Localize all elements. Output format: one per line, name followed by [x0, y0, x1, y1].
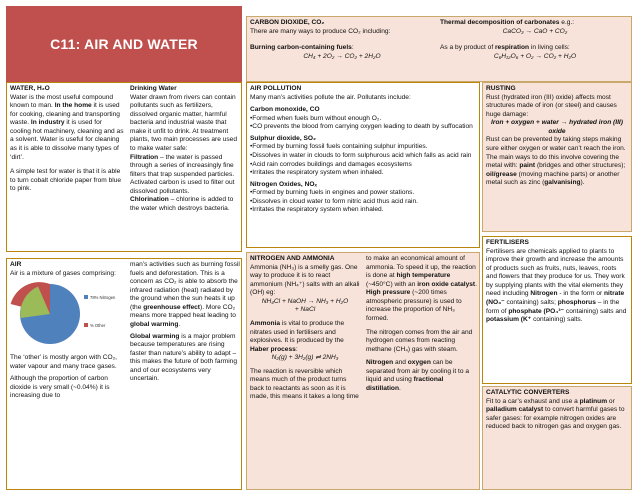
conditions-text-1: to make an economical amount of ammonia. To speed it up, the reaction is done at [366, 255, 476, 280]
fertilisers-text-3: containing) salts; [504, 298, 558, 306]
nitrate-label: nitrate (NO₃⁻ [486, 290, 625, 306]
high-temperature-label: high temperature [396, 272, 451, 280]
separation-text-2: can be separated from air by cooling it to a liquid and using [366, 359, 469, 384]
co-bullet-1: •Formed when fuels burn without enough O₂. [250, 114, 382, 122]
co-heading: Carbon monoxide, CO [250, 106, 320, 114]
rusting-paragraph-1: Rust (hydrated iron (III) oxide) affects most structures made of iron (or steel) and causes huge damage: [486, 93, 617, 118]
co2-intro: There are many ways to produce CO₂ including: [250, 27, 391, 35]
water-paragraph [10, 94, 124, 163]
haber-process-label: Haber process [250, 345, 296, 353]
rusting-equation: Iron + oxygen + water → hydrated iron (III) oxide [491, 119, 623, 135]
water-text-1: Water is the most useful compound known to man. [10, 93, 114, 110]
platinum-label: platinum [579, 397, 608, 405]
air-pie-chart [10, 278, 124, 350]
oil-grease-label: oil/grease [486, 170, 517, 178]
separation-paragraph [366, 359, 478, 393]
rusting-heading: RUSTING [486, 85, 516, 92]
greenhouse-effect-label: greenhouse effect [143, 303, 200, 311]
water-text-3: it is used for cooling hot machinery, cleaning and as a solvent. Water is useful for cleaning as it is able to dissolve many types of ‘dirt’. [10, 119, 124, 161]
ammonia-equation-1b: + NaCl [294, 306, 316, 314]
reversible-paragraph: The reaction is reversible which means much of the product turns back to reactants as soon as it is made, this means it takes a long time [250, 367, 359, 401]
sources-paragraph: The nitrogen comes from the air and hydrogen comes from reacting methane (CH₄) gas with steam. [366, 328, 473, 353]
separation-text-1: and [393, 359, 408, 367]
catalytic-heading: CATALYTIC CONVERTERS [486, 389, 570, 396]
global-warming-paragraph [130, 333, 240, 384]
greenhouse-paragraph [130, 261, 240, 330]
paint-label: paint [519, 162, 536, 170]
nox-bullet-2: •Dissolves in cloud water to form nitric acid thus acid rain. [250, 197, 418, 205]
fertilisers-text-6: containing) salts. [531, 316, 583, 324]
global-warming-label: global warming [130, 320, 179, 328]
rusting-text-4: ). [580, 179, 585, 187]
nitrogen-heading: NITROGEN AND AMMONIA [250, 255, 335, 262]
fertilisers-text-2: - in the form or [557, 290, 605, 298]
phosphate-label: phosphate (PO₄³⁻ [508, 307, 565, 315]
burning-equation: CH₄ + 2O₂ → CO₂ + 2H₂O [303, 52, 381, 60]
water-heading: WATER, H₂O [10, 85, 50, 92]
co2-heading: CARBON DIOXIDE, CO₂ [250, 19, 325, 26]
greenhouse-text-3: . [178, 320, 181, 328]
air-pollution-content [247, 83, 479, 217]
iron-catalyst-label: iron oxide catalyst [417, 280, 476, 288]
water-text-2: it is used for cooking, cleaning and transporting waste. [10, 102, 120, 127]
nitrogen-element-label: Nitrogen [530, 290, 558, 298]
rusting-text-1: Rust can be prevented by taking steps making sure either oxygen or water can’t reach the iron. The main ways to do this involve covering the metal with: [486, 136, 626, 170]
air-co2-paragraph: Although the proportion of carbon dioxide is very small (~0.04%) it is increasing due to [10, 375, 110, 400]
co2-left [247, 17, 437, 82]
respiration-text-1: As a by product of [440, 44, 495, 52]
palladium-label: palladium catalyst [486, 406, 544, 414]
fertilisers-text-4: – in the form of [486, 298, 620, 315]
air-pollution-section [246, 82, 480, 248]
thermal-text: e.g.: [559, 19, 575, 26]
nitrogen-column-2 [363, 253, 480, 490]
conditions-text-3: . [475, 280, 477, 288]
pie-legend-nitrogen: 78% Nitrogen [90, 295, 116, 301]
fertilisers-section [482, 236, 632, 384]
filtration-text: – the water is passed through a series of increasingly fine filters that trap suspended particles. Activated carbon is used to filter out dissolved pollutants. [130, 153, 235, 195]
haber-equation: N₂(g) + 3H₂(g) ⇌ 2NH₃ [271, 354, 339, 362]
catalytic-section [482, 386, 632, 490]
fertilisers-content [483, 237, 631, 327]
conditions-paragraph [366, 255, 478, 324]
rusting-text-2: (bridges and other structures); [535, 162, 626, 170]
chlorination-label: Chlorination [130, 196, 169, 204]
oxygen-label: oxygen [407, 359, 431, 367]
so2-heading: Sulphur dioxide, SO₂ [250, 134, 316, 142]
thermal-equation: CaCO₃ → CaO + CO₂ [502, 27, 568, 35]
filtration-label: Filtration [130, 153, 159, 161]
so2-bullet-1: •Formed by burning fossil fuels containing sulphur impurities. [250, 143, 428, 151]
chlorination-text: – chlorine is added to the water which destroys bacteria. [130, 196, 234, 212]
respiration-label: respiration [494, 44, 530, 52]
global-warming-text: is a major problem because temperatures are rising faster than nature’s ability to adapt – this makes the future of both farming and of our ecosystems very uncertain. [130, 332, 238, 383]
filtration-paragraph [130, 154, 240, 197]
chlorination-paragraph [130, 196, 240, 213]
nitrogen-section [246, 252, 480, 490]
burning-line [250, 44, 434, 53]
water-test-paragraph: A simple test for water is that it is able to turn cobalt chloride paper from blue to pink. [10, 168, 122, 193]
conditions-text-4: (~200 times atmospheric pressure) is used to increase the proportion of NH₃ formed. [366, 289, 462, 322]
co2-section [246, 16, 632, 82]
greenhouse-text-2: ). More CO₂ means more trapped heat leading to [130, 303, 236, 320]
air-other-paragraph: The ‘other’ is mostly argon with CO₂, water vapour and many trace gases. [10, 354, 117, 370]
fertilisers-text-1: Fertilisers are chemicals applied to plants to improve their growth and increase the amounts of products such as fruits, nuts, leaves, roots and flowers that they produce for us. They work by supplying plants with the vital elements they need including [486, 247, 625, 298]
haber-paragraph [250, 320, 360, 354]
global-warming-heading: Global warming [130, 332, 180, 340]
rusting-paragraph-2 [486, 136, 628, 187]
air-column [7, 259, 127, 490]
rusting-content [483, 83, 631, 190]
air-pollution-intro: Many man’s activities pollute the air. Pollutants include: [250, 93, 411, 101]
so2-bullet-2: •Dissolves in water in clouds to form sulphurous acid which falls as acid rain [250, 151, 472, 159]
so2-bullet-3: •Acid rain corrodes buildings and damages ecosystems [250, 160, 412, 168]
fertilisers-paragraph [486, 248, 628, 325]
fertilisers-heading: FERTILISERS [486, 239, 529, 246]
drinking-heading: Drinking Water [130, 85, 177, 92]
thermal-label: Thermal decomposition of carbonates [440, 19, 560, 26]
fractional-distillation-label: fractional distillation [366, 376, 444, 392]
so2-bullet-4: •Irritates the respiratory system when inhaled. [250, 169, 384, 177]
legend-swatch-other [84, 323, 88, 327]
conditions-text-2: (~450°C) with an [366, 280, 418, 288]
rusting-text-3: (moving machine parts) or another metal such as zinc ( [486, 170, 620, 187]
legend-swatch-nitrogen [84, 295, 88, 299]
potassium-label: potassium (K⁺ [486, 316, 532, 324]
co-bullet-2: •CO prevents the blood from carrying oxygen leading to death by suffocation [250, 123, 473, 131]
air-section [6, 258, 242, 490]
catalytic-or: or [607, 397, 615, 405]
water-section [6, 82, 242, 252]
catalytic-text-2: to convert harmful gases to safer gases: for example nitrogen oxides are reduced back to nitrogen gas and oxygen gas. [486, 406, 625, 431]
drinking-column [127, 83, 242, 252]
water-column [7, 83, 127, 252]
nox-bullet-3: •Irritates the respiratory system when inhaled. [250, 206, 384, 214]
high-pressure-label: High pressure [366, 289, 411, 297]
rusting-section [482, 82, 632, 232]
fertilisers-text-5: containing) salts and [564, 307, 627, 315]
catalytic-content [483, 387, 631, 434]
respiration-text-2: in living cells: [529, 44, 570, 52]
nox-bullet-1: •Formed by burning fuels in engines and power stations. [250, 189, 415, 197]
air-heading: AIR [10, 261, 22, 268]
haber-text-1: is vital to produce the nitrates used in fertilisers and explosives. It is produced by the [250, 319, 345, 345]
greenhouse-text-1: man’s activities such as burning fossil fuels and deforestation. This is a concern as CO₂ is able to absorb the infrared radiation (heat) radiated by the ground when the sun heats it up (the [130, 261, 240, 311]
ammonia-paragraph: Ammonia (NH₃) is a smelly gas. One way to produce it is to react ammonium (NH₄⁺) salts with an alkali (OH) eg: [250, 263, 360, 297]
burning-label: Burning carbon-containing fuels [250, 44, 352, 52]
air-column-2 [127, 259, 242, 490]
galvanising-label: galvanising [544, 179, 581, 187]
ammonia-equation-1: NH₄Cl + NaOH → NH₃ + H₂O [261, 297, 349, 305]
haber-text-2: : [295, 345, 298, 353]
thermal-line [440, 19, 630, 28]
catalytic-paragraph [486, 398, 628, 432]
pie-legend-other: % Other [90, 323, 106, 329]
nox-heading: Nitrogen Oxides, NOₓ [250, 180, 317, 188]
ammonia-label: Ammonia [250, 319, 281, 327]
water-home-label: In the home [54, 102, 92, 110]
air-pollution-heading: AIR POLLUTION [250, 85, 302, 92]
page-title: C11: AIR AND WATER [50, 35, 198, 52]
catalytic-text-1: Fit to a car’s exhaust and use a [486, 397, 580, 405]
respiration-equation: C₆H₁₂O₆ + O₂ → CO₂ + H₂O [493, 52, 577, 60]
air-intro: Air is a mixture of gases comprising: [10, 269, 116, 277]
burning-colon: : [351, 44, 354, 52]
phosphorus-label: phosphorus [557, 298, 596, 306]
page-title-bar [6, 6, 242, 82]
drinking-paragraph: Water drawn from rivers can contain pollutants such as fertilizers, dissolved organic matter, harmful bacteria and industrial waste that make it unfit to drink. At treatment plants, two main processes are used to make water safe: [130, 93, 238, 152]
separation-text-3: . [398, 384, 401, 392]
nitrogen-label: Nitrogen [366, 359, 394, 367]
water-industry-label: In industry [30, 119, 65, 127]
co2-right [437, 17, 632, 82]
respiration-line [440, 44, 630, 53]
nitrogen-column [247, 253, 363, 490]
